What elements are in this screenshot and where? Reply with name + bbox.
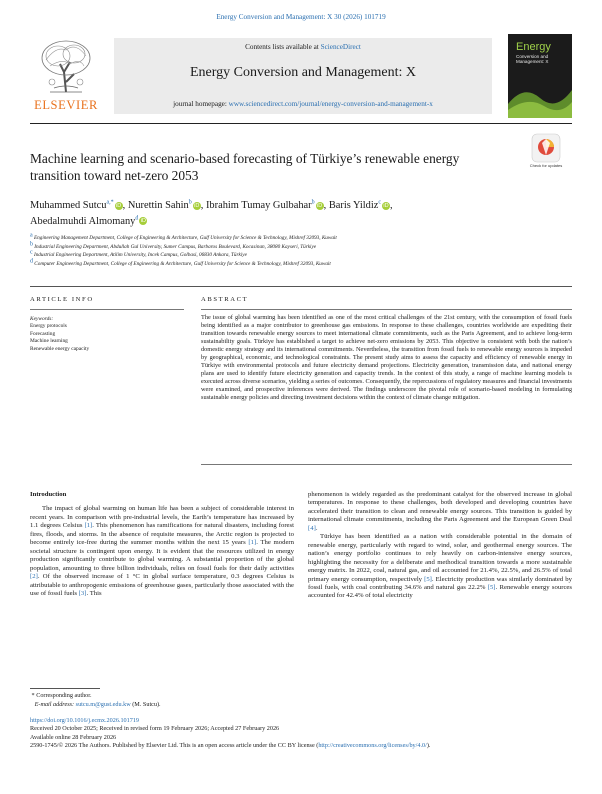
check-for-updates-badge[interactable] [522,133,570,179]
orcid-icon[interactable]: iD [194,202,200,209]
paragraph-text: . Of the observed increase of 1 °C in global surface temperature, 0.3 degrees Celsius is attributable to anthropogenic emissions of greenhouse gases, particularly those associated with the use of fossil fuels [30,573,294,597]
elsevier-logo[interactable] [30,38,102,114]
article-info-divider [30,309,184,310]
section-divider [30,286,572,287]
paragraph-text: . This phenomenon has ramifications for natural disasters, including forest fires, floods, and storms. In the absence of requisite measures, the Arctic region is projected to become entirely ice-free during the summer months within the next 15 years [30,522,294,547]
received-dates: Received 20 October 2025; Received in revised form 19 February 2026; Accepted 27 February 2026 [30,725,280,733]
paragraph-text: . Electricity production was similarly dominated by fossil fuels, with coal contributing 34.6% and natural gas 22.2% [308,575,572,591]
tree-icon [36,38,96,94]
publisher-name: ELSEVIER [34,98,98,112]
author-name[interactable]: Ibrahim Tumay Gulbahar [205,200,312,211]
license-link[interactable]: http://creativecommons.org/licenses/by/4.0/ [318,742,427,750]
body-paragraph [308,491,572,533]
keyword-item: Renewable energy capacity [30,345,90,352]
body-paragraph [308,533,572,601]
homepage-prefix: journal homepage: [173,100,229,108]
orcid-icon[interactable]: iD [116,202,122,209]
paragraph-text: . Renewable energy sources accounted for 42.4% of total electricity [308,583,572,600]
keywords-block [30,316,184,353]
email-label: E-mail address: [34,700,76,708]
article-info-heading: ARTICLE INFO [30,296,94,303]
body-paragraph [30,505,294,598]
email-line [30,701,330,710]
affiliation-item [30,251,570,260]
author-name[interactable]: Nurettin Sahin [127,200,189,211]
paragraph-text: The impact of global warming on human life has been a subject of considerable interest in recent years. In comparison with pre-industrial levels, the Earth’s temperature has increased by 1.1 degrees Celsius [30,505,294,530]
footnote [30,692,330,710]
affiliation-item [30,257,570,269]
abstract-text: The issue of global warming has been identified as one of the most critical challenges of the 21st century, with the consumption of fossil fuels being identified as a major contributor to greenhouse gas emissions. In response to these challenges, countries worldwide are expediting their transition towards renewable energy sources to meet international climate commitments, such as the Paris Agreement, and to achieve long-term sustainability goals. Türkiye has established a target to achieve net-zero emissions by 2053. This objective is consistent with both the nation’s domestic energy strategy and its international commitments. Nevertheless, the transition from fossil fuels to renewable energy sources is impeded by geographical, economic, and technological constraints. The present study aims to assess the capacity and efficiency of renewable energy in Türkiye with environmental protocols and future electricity demand projections. Electricity generation, transmission data, and national energy plans are used to identify future electricity generation and capacity trends. In the context of this study, a range of machine learning models is executed across diverse scenarios, yielding a series of outcomes. Consequently, the repercussions of regulatory measures and financial investments were examined, and prospective inferences were derived. The findings underscore the pivotal role of scenario-based modeling in formulating sustainable energy policies and directing investment decisions within the context of climate change mitigation. [201,314,572,402]
email-link[interactable]: sutcu.m@gust.edu.kw [75,700,131,708]
author-list: Muhammed Sutcu$^{a,*}$iD, Nurettin Sahin$^b$iD, Ibrahim Tumay Gulbahar$^b$iD, Baris Yildiz$^c$iD, Abedalmuhdi Almomany$^d$iD [30,199,393,227]
email-suffix: (M. Sutcu). [130,700,161,708]
cover-title: Energy [516,41,551,53]
corresponding-author-note: * Corresponding author. [30,692,92,699]
author-name[interactable]: Baris Yildiz [328,200,379,211]
paragraph-text: . The modern societal structure is contingent upon energy. It is evident that the resources utilized in energy production significantly contribute to global warming. A substantial proportion of the global population, amounting to three billion individuals, relies on fossil fuels for their daily activities [30,539,294,572]
author-affiliation-mark[interactable]: a,* [106,199,114,206]
crossmark-icon [522,133,570,163]
citation-link[interactable]: [5] [487,583,496,591]
available-online-date: Available online 28 February 2026 [30,733,117,741]
abstract-heading: ABSTRACT [201,296,249,303]
affiliation-mark: a [30,232,33,239]
sciencedirect-link[interactable]: ScienceDirect [320,43,361,51]
author-affiliation-mark[interactable]: b [311,199,315,206]
affiliation-mark: b [30,240,33,247]
keyword-item: Forecasting [30,330,56,337]
affiliation-item [30,240,570,252]
footnote-divider [30,688,100,689]
affiliation-text: Engineering Management Department, College of Engineering & Architecture, Gulf University for Science & Technology, Mishref 32093, Kuwait [33,235,337,241]
publication-info [30,717,572,751]
citation-link[interactable]: [1] [84,522,93,530]
license-line [30,742,572,750]
citation-link[interactable]: [1] [248,539,257,547]
journal-reference[interactable]: Energy Conversion and Management: X 30 (2026) 101719 [216,13,386,21]
keyword-item: Machine learning [30,338,68,345]
article-title: Machine learning and scenario-based forecasting of Türkiye’s renewable energy transition toward net-zero 2053 [30,151,460,183]
author-name[interactable]: Muhammed Sutcu [30,200,107,211]
affiliation-text: Industrial Engineering Department, Atilim University, Incek Campus, Golbasi, 06830 Ankara, Türkiye [33,252,247,258]
orcid-icon[interactable]: iD [317,202,323,209]
body-column-left [30,491,294,598]
affiliation-mark: c [30,249,33,256]
citation-link[interactable]: [2] [30,573,38,581]
paragraph-text: Türkiye has been identified as a nation with considerable potential in the domain of renewable energy, particularly with regard to wind, solar, and geothermal energy sources. The nation’s energy portfolio continues to rely heavily on carbon-intensive energy sources, highlighting the necessity for a deliberate and methodical transition towards a more sustainable energy matrix. In 2022, coal, natural gas, and oil accounted for 21.4%, 22.5%, and 26.5% of total primary energy consumption, respectively [308,533,572,583]
affiliation-list [30,234,570,268]
paragraph-text: . [315,524,318,532]
paragraph-text: . This [86,589,102,597]
license-prefix: 2590-1745/© 2026 The Authors. Published by Elsevier Ltd. This is an open access article under the CC BY license ( [30,742,319,750]
corresponding-author-text: Corresponding author. [36,692,92,699]
abstract-bottom-divider [201,464,572,465]
orcid-icon[interactable]: iD [140,218,146,225]
author-affiliation-mark[interactable]: b [188,199,192,206]
keywords-label: Keywords: [30,316,54,322]
paragraph-text: phenomenon is widely regarded as the predominant catalyst for the observed increase in global temperatures. In response to these challenges, both developed and developing countries have accelerated their transition to clean and renewable energy sources. This transition is guided by international climate commitments, including the Paris Agreement and the European Green Deal [308,491,572,524]
citation-link[interactable]: [3] [78,589,87,597]
orcid-icon[interactable]: iD [383,202,389,209]
affiliation-text: Industrial Engineering Department, Abdullah Gul University, Sumer Campus, Barbaros Boulevard, Kocasinan, 38080 Kayseri, Türkiye [34,243,317,250]
affiliation-text: Computer Engineering Department, College of Engineering & Architecture, Gulf University for Science & Technology, Mishref 32093, Kuwait [34,260,331,267]
author-name[interactable]: Abedalmuhdi Almomany [30,215,136,227]
homepage-link[interactable]: www.sciencedirect.com/journal/energy-conversion-and-management-x [228,100,433,108]
citation-link[interactable]: [5] [424,575,432,583]
homepage-line [114,100,492,108]
contents-prefix: Contents lists available at [245,43,321,51]
masthead [30,34,572,118]
abstract-divider [201,309,572,310]
affiliation-mark: d [30,257,33,264]
license-suffix: ). [426,742,431,750]
citation-link[interactable]: [4] [308,524,316,532]
journal-cover[interactable] [508,34,572,118]
cover-art-icon [508,74,572,118]
affiliation-item [30,234,570,243]
contents-line [114,43,492,51]
author-affiliation-mark[interactable]: d [135,215,139,222]
masthead-box [114,38,492,114]
author-affiliation-mark[interactable]: c [378,199,382,206]
body-column-right [308,491,572,601]
header-divider [30,123,572,124]
doi-link[interactable]: https://doi.org/10.1016/j.ecmx.2026.101719 [30,717,140,724]
introduction-heading: Introduction [30,491,67,498]
cover-subtitle: Conversion and Management: X [516,54,549,65]
crossmark-label: Check for updates [529,163,563,168]
keyword-item: Energy protocols [30,323,67,330]
journal-title[interactable]: Energy Conversion and Management: X [189,65,417,80]
